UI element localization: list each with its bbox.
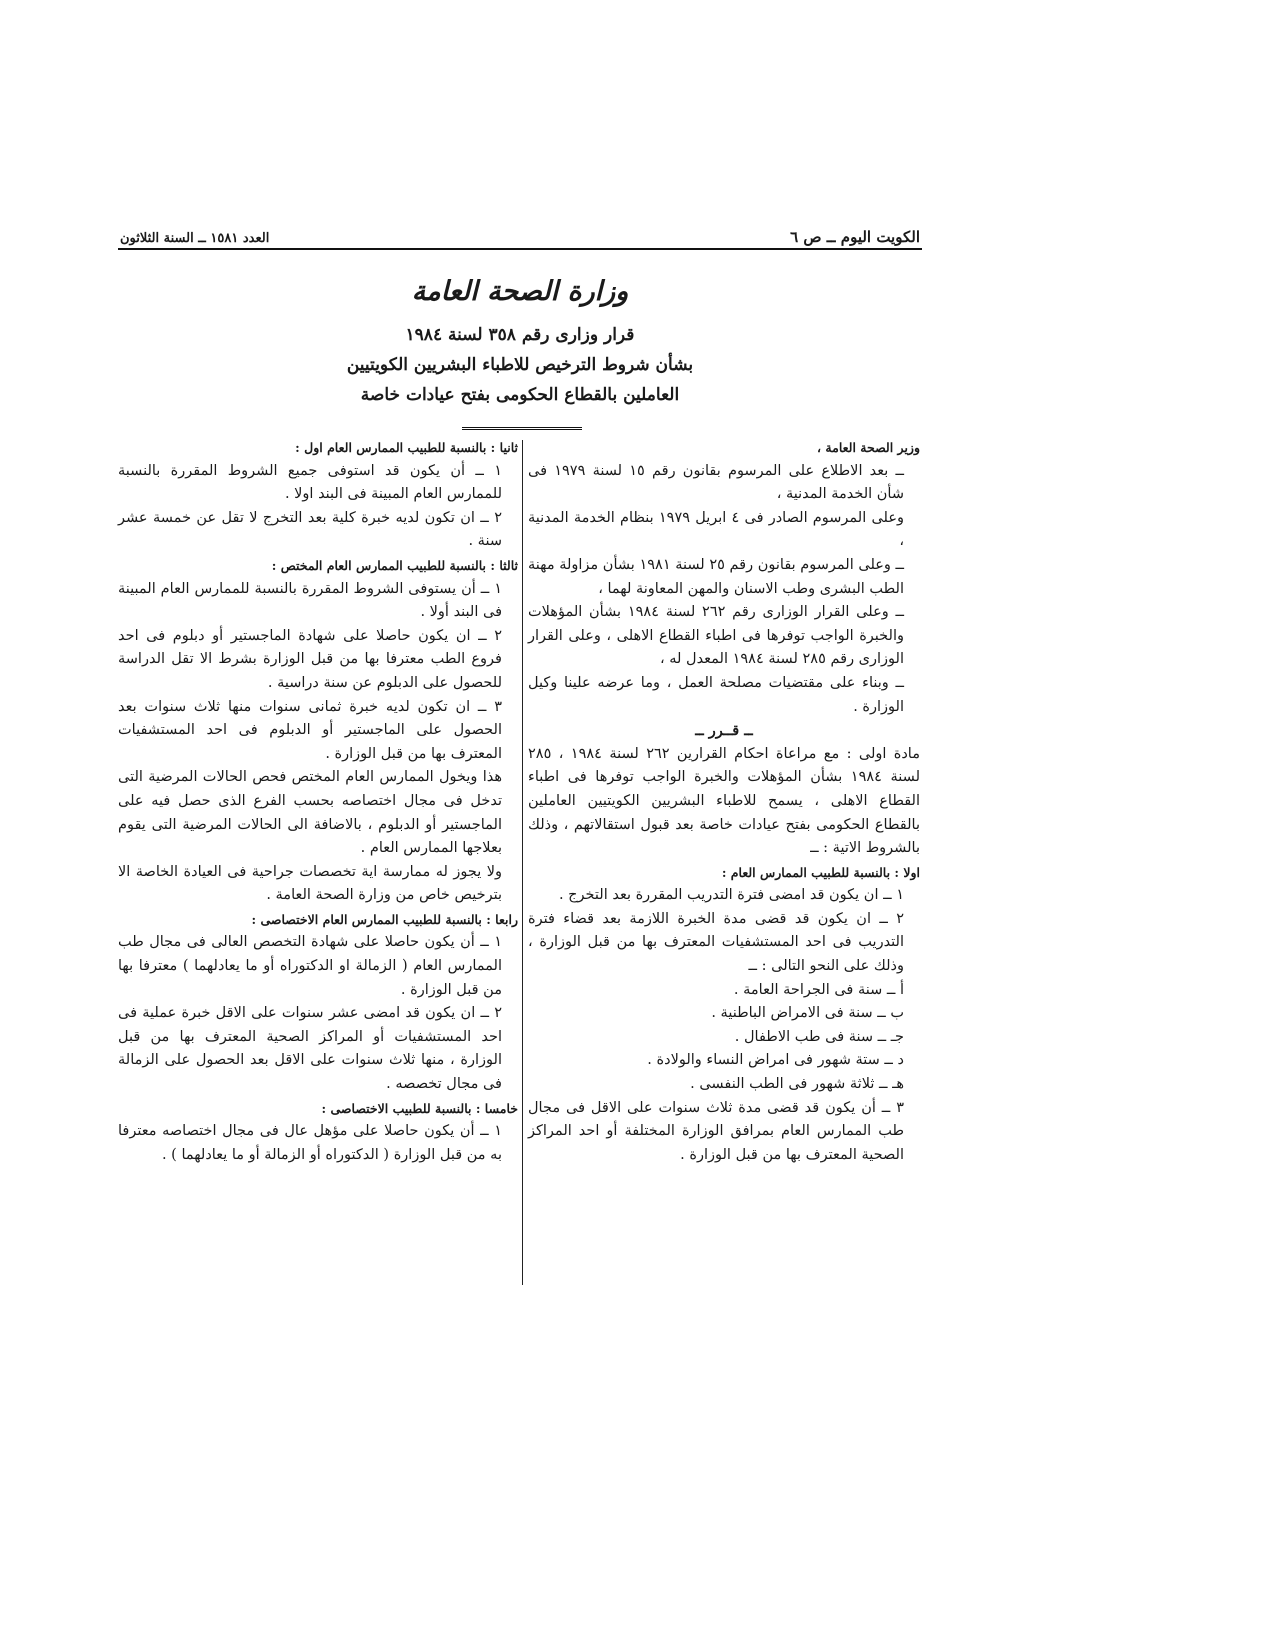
paragraph: ــ وعلى القرار الوزارى رقم ٢٦٢ لسنة ١٩٨٤ بشأن المؤهلات والخبرة الواجب توفرها فى اطباء القطاع الاهلى ، وعلى القرار الوزارى رقم ٢٨٥ لسنة ١٩٨٤ المعدل له ، [528,604,904,668]
paragraph: ولا يجوز له ممارسة اية تخصصات جراحية فى العيادة الخاصة الا بترخيص خاص من وزارة الصحة العامة . [118,863,502,904]
decree-subject-line-1: بشأن شروط الترخيص للاطباء البشريين الكويتيين [346,355,694,375]
paragraph: وعلى المرسوم الصادر فى ٤ ابريل ١٩٧٩ بنظام الخدمة المدنية ، [528,509,904,550]
title-rule [462,427,582,430]
paragraph: ٣ ــ أن يكون قد قضى مدة ثلاث سنوات على الاقل فى مجال طب الممارس العام بمرافق الوزارة المختلفة أو احد المراكز الصحية المعترف بها من قبل الوزارة . [528,1099,904,1163]
section-heading: خامسا : بالنسبة للطبيب الاختصاصى : [321,1100,518,1116]
paragraph: ١ ــ أن يكون قد استوفى جميع الشروط المقررة بالنسبة للممارس العام المبينة فى البند اولا . [118,462,502,503]
decree-number: قرار وزاری رقم ٣٥٨ لسنة ١٩٨٤ [405,325,635,345]
header-rule [118,248,922,250]
left-column [118,436,518,1167]
paragraph: ٣ ــ ان تكون لديه خبرة ثمانى سنوات منها ثلاث سنوات بعد الحصول على الماجستير أو الدبلوم فى احد المستشفيات المعترف بها من قبل الوزارة . [118,698,502,762]
decree-subject-line-2: العاملين بالقطاع الحكومى بفتح عيادات خاصة [360,385,680,405]
paragraph: مادة اولى : مع مراعاة احكام القرارين ٢٦٢ لسنة ١٩٨٤ ، ٢٨٥ لسنة ١٩٨٤ بشأن المؤهلات والخبرة الواجب توفرها فى اطباء القطاع الاهلى ، يسمح للاطباء البشريين الكويتيين العاملين بالقطاع الحكومى بفتح عيادات خاصة بعد قبول استقالاتهم ، وذلك بالشروط الاتية : ــ [528,745,920,857]
paragraph: ب ــ سنة فى الامراض الباطنية . [711,1005,904,1022]
section-heading: اولا : بالنسبة للطبيب الممارس العام : [721,864,920,880]
section-heading: ثانيا : بالنسبة للطبيب الممارس العام اول : [295,440,518,455]
paragraph: د ــ ستة شهور فى امراض النساء والولادة . [647,1052,904,1069]
paragraph: ــ قــرر ــ [695,722,753,740]
paragraph: جـ ــ سنة فى طب الاطفال . [734,1028,904,1045]
ministry-name: وزارة الصحة العامة [411,276,629,307]
paragraph: ١ ــ أن يكون حاصلا على مؤهل عال فى مجال اختصاصه معترفا به من قبل الوزارة ( الدكتوراه أو الزمالة أو ما يعادلهما ) . [118,1123,502,1163]
paragraph: ٢ ــ ان تكون لديه خبرة كلية بعد التخرج لا تقل عن خمسة عشر سنة . [118,509,502,550]
paragraph: ١ ــ أن يكون حاصلا على شهادة التخصص العالى فى مجال طب الممارس العام ( الزمالة او الدكتوراه أو ما يعادلهما ) معترفا بها من قبل الوزارة . [118,934,502,998]
paragraph: ــ وبناء على مقتضيات مصلحة العمل ، وما عرضه علينا وكيل الوزارة . [528,674,904,715]
section-heading: وزير الصحة العامة ، [817,440,920,455]
paragraph: ــ وعلى المرسوم بقانون رقم ٢٥ لسنة ١٩٨١ بشأن مزاولة مهنة الطب البشرى وطب الاسنان والمهن المعاونة لهما ، [527,556,904,597]
paragraph: ــ بعد الاطلاع على المرسوم بقانون رقم ١٥ لسنة ١٩٧٩ فى شأن الخدمة المدنية ، [528,462,904,503]
paragraph: هـ ــ ثلاثة شهور فى الطب النفسى . [690,1076,904,1093]
paragraph: ١ ــ أن يستوفى الشروط المقررة بالنسبة للممارس العام المبينة فى البند أولا . [118,580,502,621]
paragraph: ٢ ــ ان يكون قد امضى عشر سنوات على الاقل خبرة عملية فى احد المستشفيات أو المراكز الصحية المعترف بها من قبل الوزارة ، منها ثلاث سنوات على الاقل بعد الحصول على الزمالة فى مجال تخصصه . [118,1005,502,1093]
section-heading: ثالثا : بالنسبة للطبيب الممارس العام المختص : [271,557,518,573]
header-page-ref: الكويت اليوم ــ ص ٦ [790,228,920,246]
paragraph: ١ ــ ان يكون قد امضى فترة التدريب المقررة بعد التخرج . [558,887,904,904]
section-heading: رابعا : بالنسبة للطبيب الممارس العام الاختصاصى : [251,911,518,927]
decree-titles [300,320,740,410]
page-header [120,226,920,246]
paragraph: أ ــ سنة فى الجراحة العامة . [733,981,904,998]
paragraph: هذا ويخول الممارس العام المختص فحص الحالات المرضية التى تدخل فى مجال اختصاصه بحسب الفرع الذى حصل فيه على الماجستير أو الدبلوم ، بالاضافة الى الحالات المرضية التى يقوم بعلاجها الممارس العام . [118,769,502,857]
header-issue-info: العدد ١٥٨١ ــ السنة الثلاثون [120,231,270,246]
column-divider [522,440,523,1285]
right-column [528,436,920,1167]
paragraph: ٢ ــ ان يكون حاصلا على شهادة الماجستير أو دبلوم فى احد فروع الطب معترفا بها من قبل الوزارة بشرط الا تقل الدراسة للحصول على الدبلوم عن سنة دراسية . [118,627,502,691]
paragraph: ٢ ــ ان يكون قد قضى مدة الخبرة اللازمة بعد قضاء فترة التدريب فى احد المستشفيات المعترف بها من قبل الوزارة ، وذلك على النحو التالى : ــ [528,910,904,975]
